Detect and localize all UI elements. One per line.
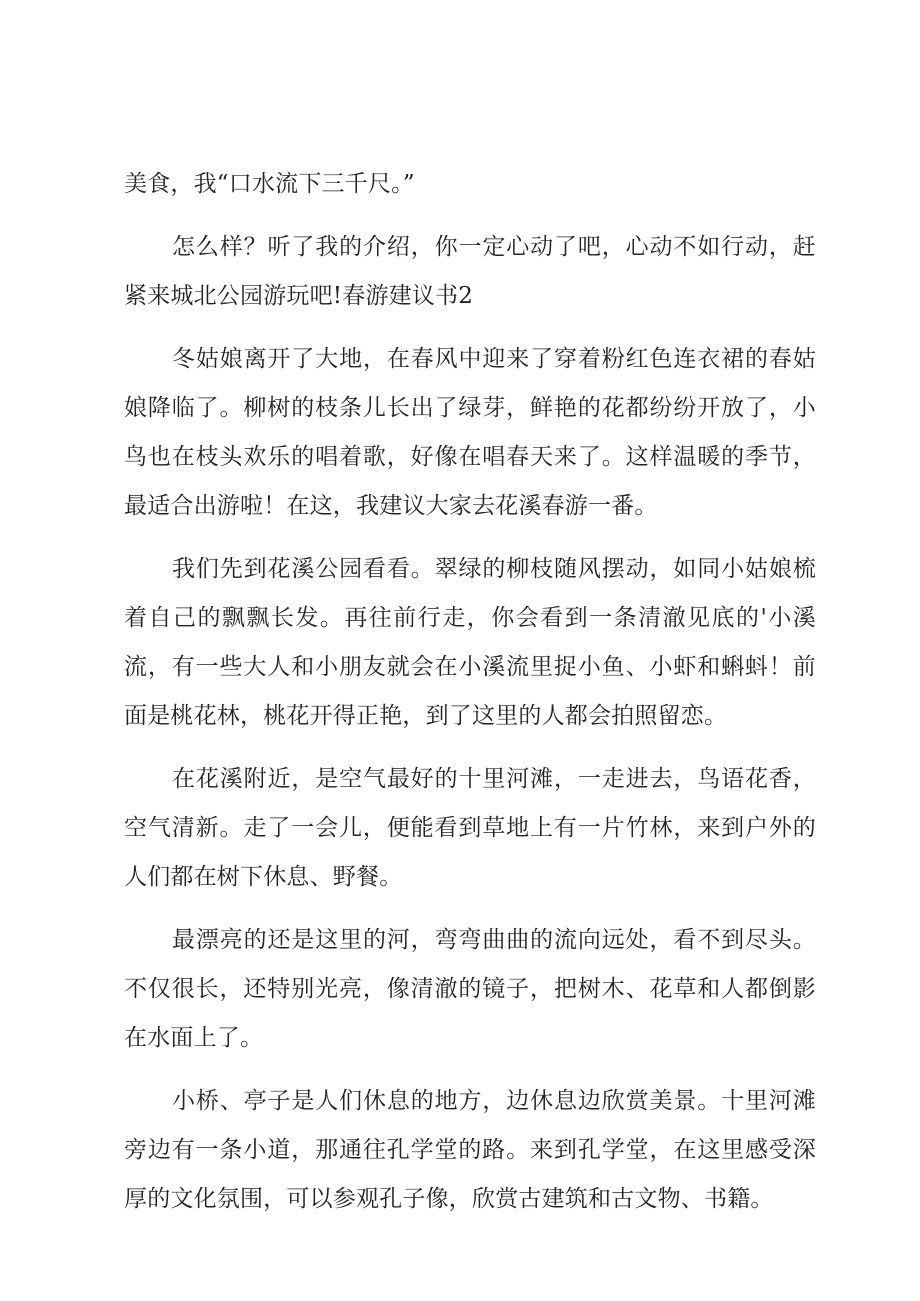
paragraph-continuation: 美食，我“口水流下三千尺。” (124, 171, 415, 197)
paragraph-kong-xuetang: 小桥、亭子是人们休息的地方，边休息边欣赏美景。十里河滩旁边有一条小道，那通往孔学堂的路。来到孔学堂，在这里感受深厚的文化氛围，可以参观孔子像，欣赏古建筑和古文物、书籍。 (124, 1088, 816, 1212)
paragraph-spring-arrival: 冬姑娘离开了大地，在春风中迎来了穿着粉红色连衣裙的春姑娘降临了。柳树的枝条儿长出了绿芽，鲜艳的花都纷纷开放了，小鸟也在枝头欢乐的唱着歌，好像在唱春天来了。这样温暖的季节，最适合出游啦！在这，我建议大家去花溪春游一番。 (124, 346, 816, 519)
paragraph-river: 最漂亮的还是这里的河，弯弯曲曲的流向远处，看不到尽头。不仅很长，还特别光亮，像清澈的镜子，把树木、花草和人都倒影在水面上了。 (124, 927, 816, 1051)
paragraph-huaxi-park: 我们先到花溪公园看看。翠绿的柳枝随风摆动，如同小姑娘梳着自己的飘飘长发。再往前行走，你会看到一条清澈见底的'小溪流，有一些大人和小朋友就会在小溪流里捉小鱼、小虾和蝌蚪！前面是桃花林，桃花开得正艳，到了这里的人都会拍照留恋。 (124, 556, 816, 729)
paragraph-shili-hetan: 在花溪附近，是空气最好的十里河滩，一走进去，鸟语花香，空气清新。走了一会儿，便能看到草地上有一片竹林，来到户外的人们都在树下休息、野餐。 (124, 766, 816, 890)
paragraph-invitation: 怎么样？听了我的介绍，你一定心动了吧，心动不如行动，赶紧来城北公园游玩吧!春游建议书2 (124, 234, 816, 309)
document-body (124, 160, 816, 1224)
